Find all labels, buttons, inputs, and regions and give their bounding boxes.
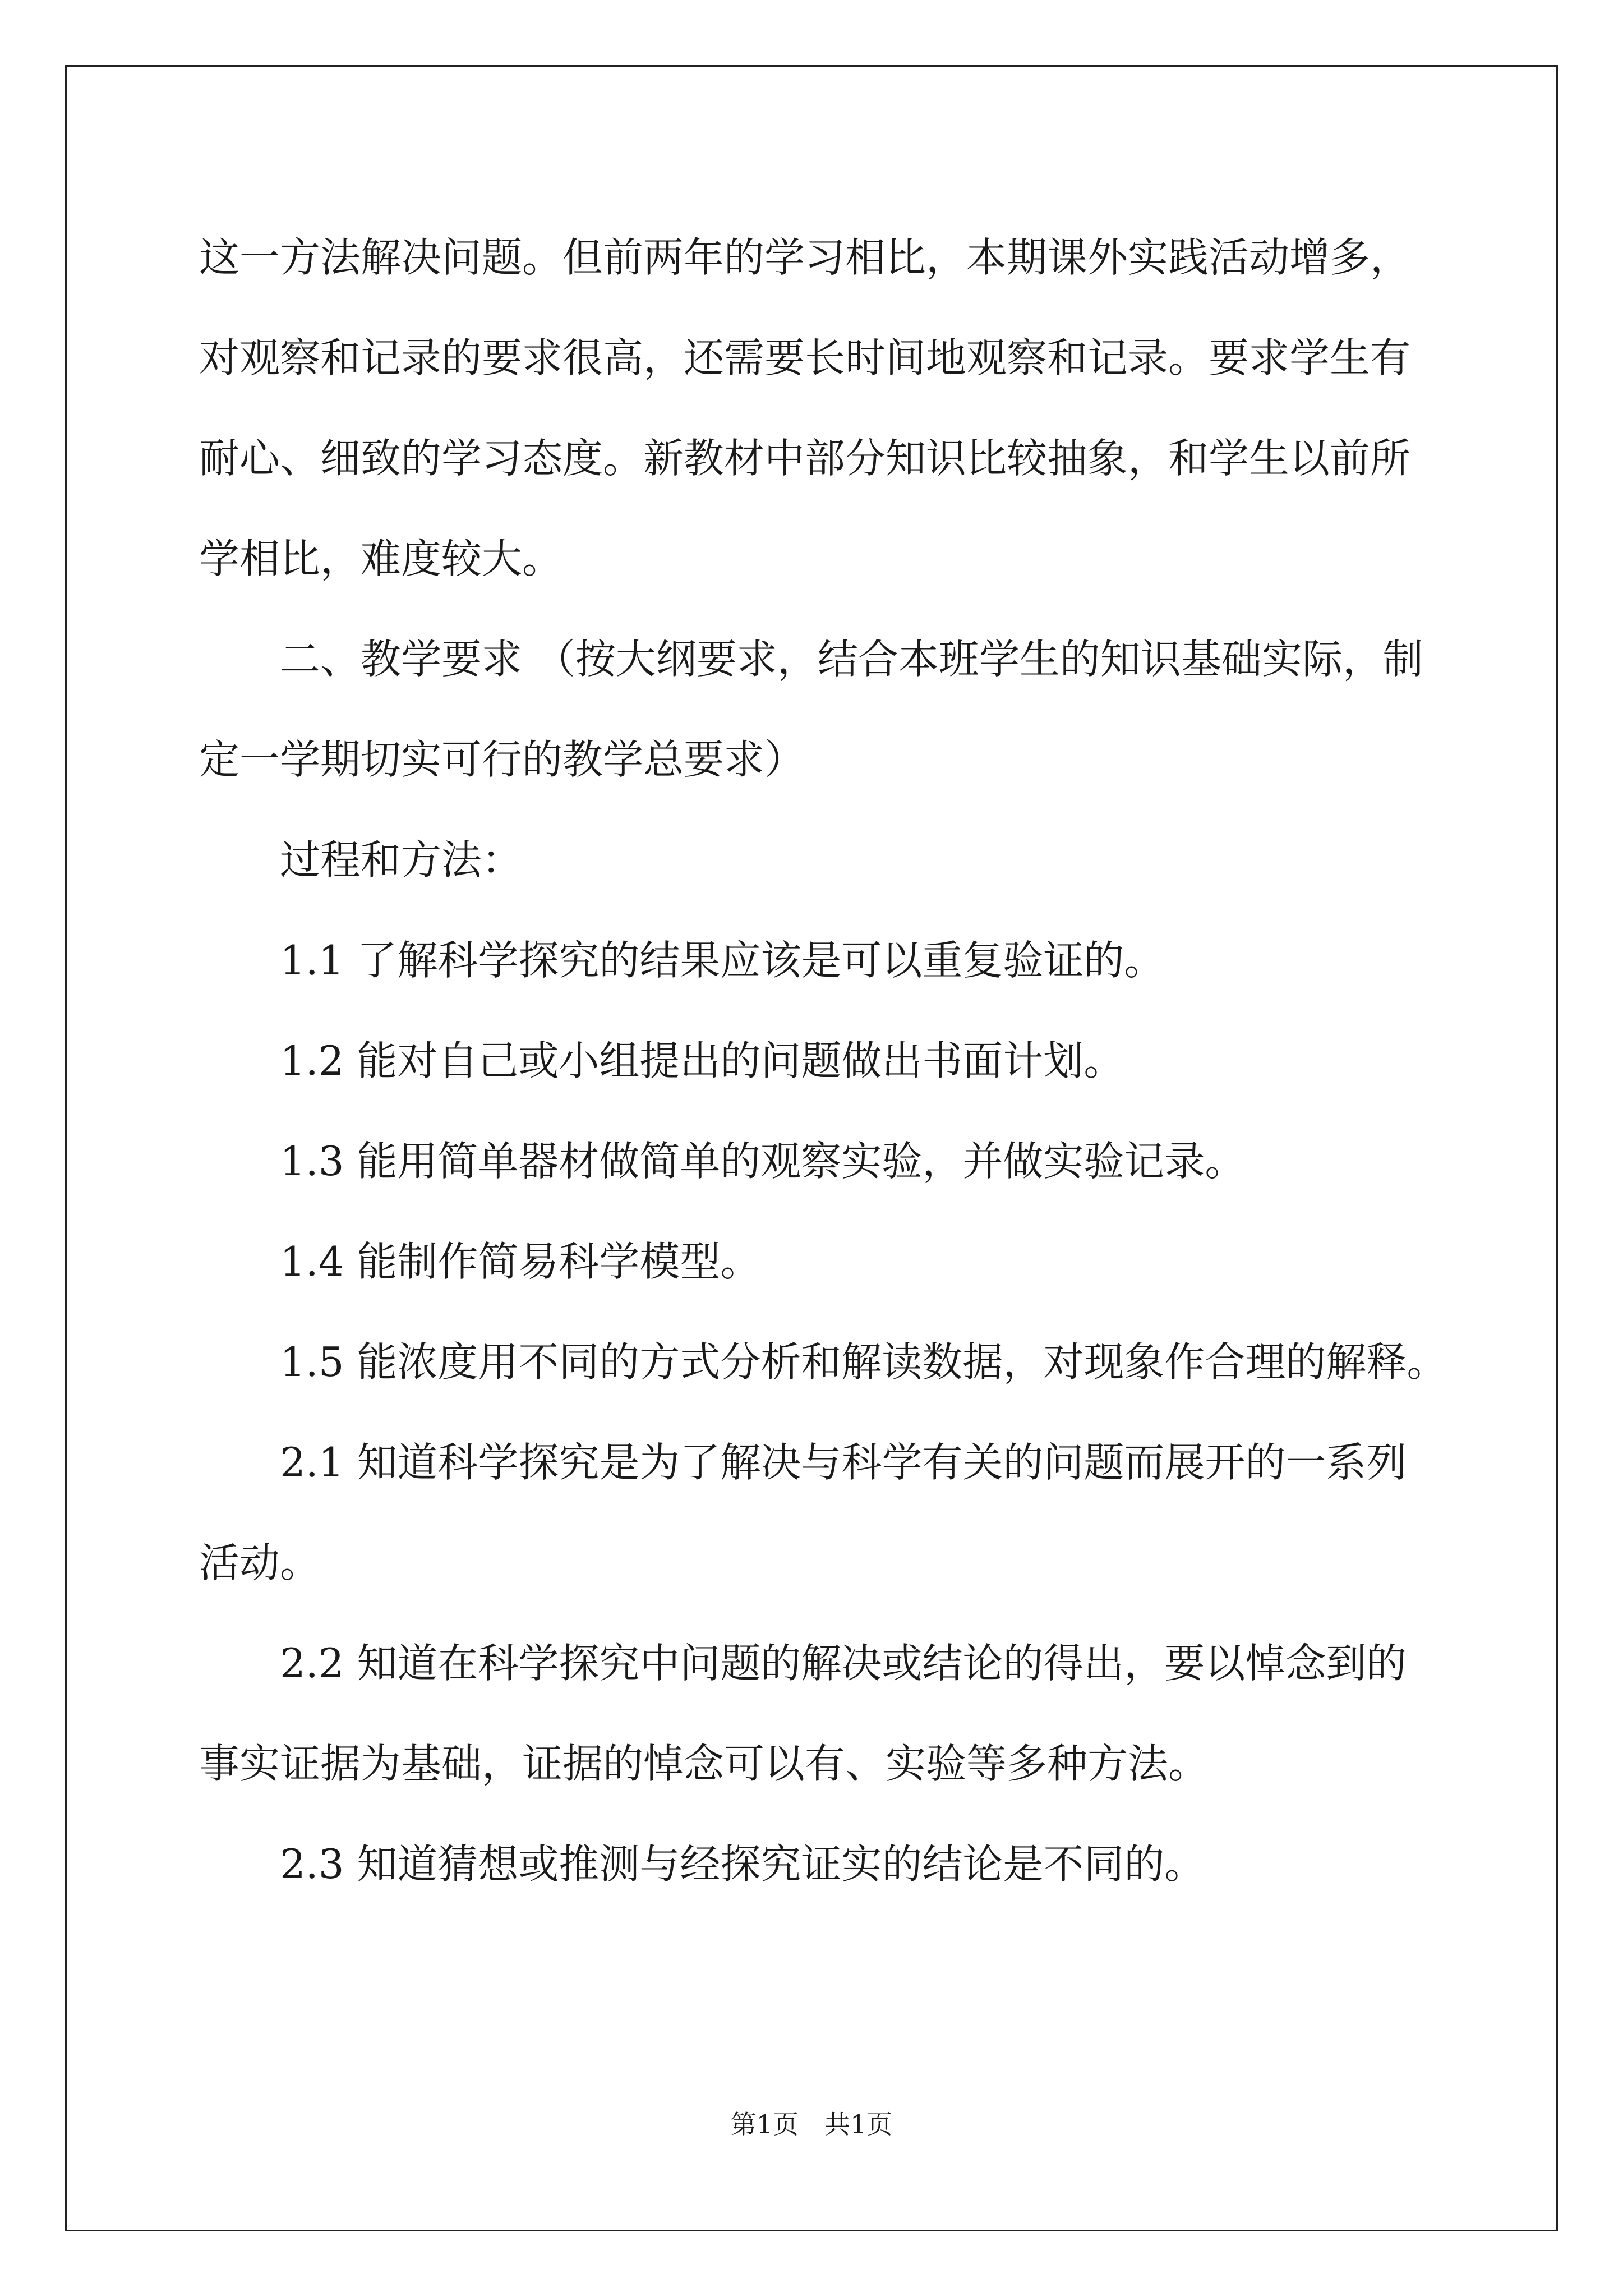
- document-body: [199, 208, 1447, 1915]
- section-heading-teaching-requirements: 二、教学要求 （按大纲要求，结合本班学生的知识基础实际，制: [280, 636, 1423, 683]
- list-item: 2.1 知道科学探究是为了解决与科学有关的问题而展开的一系列: [280, 1439, 1407, 1486]
- text-line: 耐心、细致的学习态度。新教材中部分知识比较抽象，和学生以前所: [199, 435, 1411, 482]
- subheading-process-and-methods: 过程和方法：: [280, 836, 523, 884]
- list-item: 1.2 能对自己或小组提出的问题做出书面计划。: [280, 1037, 1124, 1084]
- list-item: 1.1 了解科学探究的结果应该是可以重复验证的。: [280, 937, 1165, 984]
- list-item: 1.3 能用简单器材做简单的观察实验，并做实验记录。: [280, 1138, 1246, 1185]
- list-item: 1.4 能制作简易科学模型。: [280, 1238, 761, 1285]
- list-item: 2.3 知道猜想或推测与经探究证实的结论是不同的。: [280, 1841, 1205, 1888]
- list-item: 1.5 能浓度用不同的方式分析和解读数据，对现象作合理的解释。: [280, 1338, 1447, 1386]
- page-footer: 第1页 共1页: [730, 2109, 893, 2139]
- text-line: 定一学期切实可行的教学总要求）: [199, 736, 805, 783]
- list-item: 2.2 知道在科学探究中问题的解决或结论的得出，要以悼念到的: [280, 1640, 1407, 1687]
- text-line: 学相比，难度较大。: [199, 535, 563, 582]
- text-line: 活动。: [199, 1539, 321, 1586]
- text-line: 对观察和记录的要求很高，还需要长时间地观察和记录。要求学生有: [199, 334, 1411, 381]
- text-line: 这一方法解决问题。但前两年的学习相比，本期课外实践活动增多，: [199, 234, 1411, 281]
- text-line: 事实证据为基础，证据的悼念可以有、实验等多种方法。: [199, 1740, 1209, 1787]
